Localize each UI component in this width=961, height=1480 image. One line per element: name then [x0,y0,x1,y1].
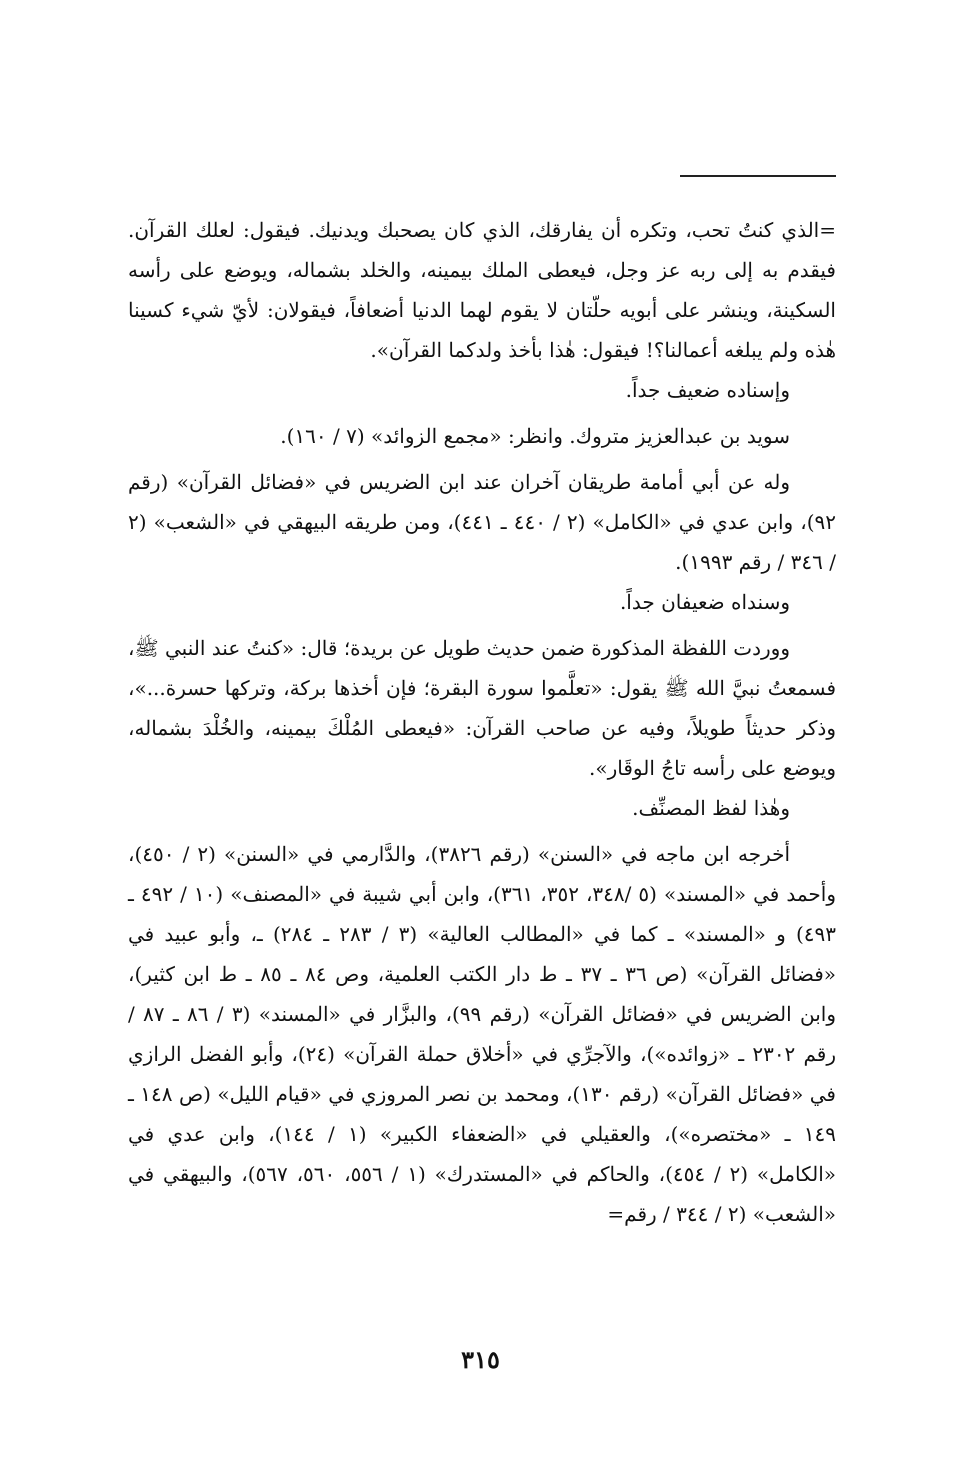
paragraph-buraida-hadith: ووردت اللفظة المذكورة ضمن حديث طويل عن بريدة؛ قال: «كنتُ عند النبي ﷺ، فسمعتُ نبيَّ الله ﷺ يقول: «تعلَّموا سورة البقرة؛ فإن أخذها بركة، وتركها حسرة...»، وذكر حديثاً طويلاً، وفيه عن صاحب القرآن: «فيعطى المُلْكَ بيمينه، والخُلْدَ بشماله، ويوضع على رأسه تاجُ الوقَار». [128,636,836,780]
paragraph-suwayd-note: سويد بن عبدالعزيز متروك. وانظر: «مجمع الزوائد» (٧ / ١٦٠). [280,424,790,448]
footnote-text-block [128,210,836,1234]
paragraph-takhrij: أخرجه ابن ماجه في «السنن» (رقم ٣٨٢٦)، والدَّارمي في «السنن» (٢ / ٤٥٠)، وأحمد في «المسند» (٥ /٣٤٨، ٣٥٢، ٣٦١)، وابن أبي شيبة في «المصنف» (١٠ / ٤٩٢ ـ ٤٩٣) و «المسند» ـ كما في «المطالب العالية» (٣ / ٢٨٣ ـ ٢٨٤) ـ، وأبو عبيد في «فضائل القرآن» (ص ٣٦ ـ ٣٧ ـ ط دار الكتب العلمية، وص ٨٤ ـ ٨٥ ـ ط ابن كثير)، وابن الضريس في «فضائل القرآن» (رقم ٩٩)، والبزَّار في «المسند» (٣ / ٨٦ ـ ٨٧ / رقم ٢٣٠٢ ـ «زوائده»)، والآجرِّي في «أخلاق حملة القرآن» (٢٤)، وأبو الفضل الرازي في «فضائل القرآن» (رقم ١٣٠)، ومحمد بن نصر المروزي في «قيام الليل» (ص ١٤٨ ـ ١٤٩ ـ «مختصره»)، والعقيلي في «الضعفاء الكبير» (١ / ١٤٤)، وابن عدي في «الكامل» (٢ / ٤٥٤)، والحاكم في «المستدرك» (١ / ٥٥٦، ٥٦٠، ٥٦٧)، والبيهقي في «الشعب» (٢ / ٣٤٤ / رقم= [128,842,837,1226]
paragraph-author-wording: وهٰذا لفظ المصنِّف. [632,796,790,820]
paragraph-abu-umama-routes: وله عن أبي أمامة طريقان آخران عند ابن الضريس في «فضائل القرآن» (رقم ٩٢)، وابن عدي في «الكامل» (٢ / ٤٤٠ ـ ٤٤١)، ومن طريقه البيهقي في «الشعب» (٢ / ٣٤٦ / رقم ١٩٩٣). [128,470,837,574]
footnote-separator-line [680,175,836,177]
paragraph-hadith-continuation: =الذي كنتُ تحب، وتكره أن يفارقك، الذي كان يصحبك ويدنيك. فيقول: لعلك القرآن. فيقدم به إلى ربه عز وجل، فيعطى الملك بيمينه، والخلد بشماله، ويوضع على رأسه السكينة، وينشر على أبويه حلّتان لا يقوم لهما الدنيا أضعافاً، فيقولان: لأيّ شيء كسينا هٰذه ولم يبلغه أعمالنا؟! فيقول: هٰذا بأخذ ولدكما القرآن». [128,218,836,362]
paragraph-isnad-weak: وإسناده ضعيف جداً. [625,378,790,402]
paragraph-sanad-weak: وسنداه ضعيفان جداً. [619,590,790,614]
page-number: ٣١٥ [461,1345,500,1374]
